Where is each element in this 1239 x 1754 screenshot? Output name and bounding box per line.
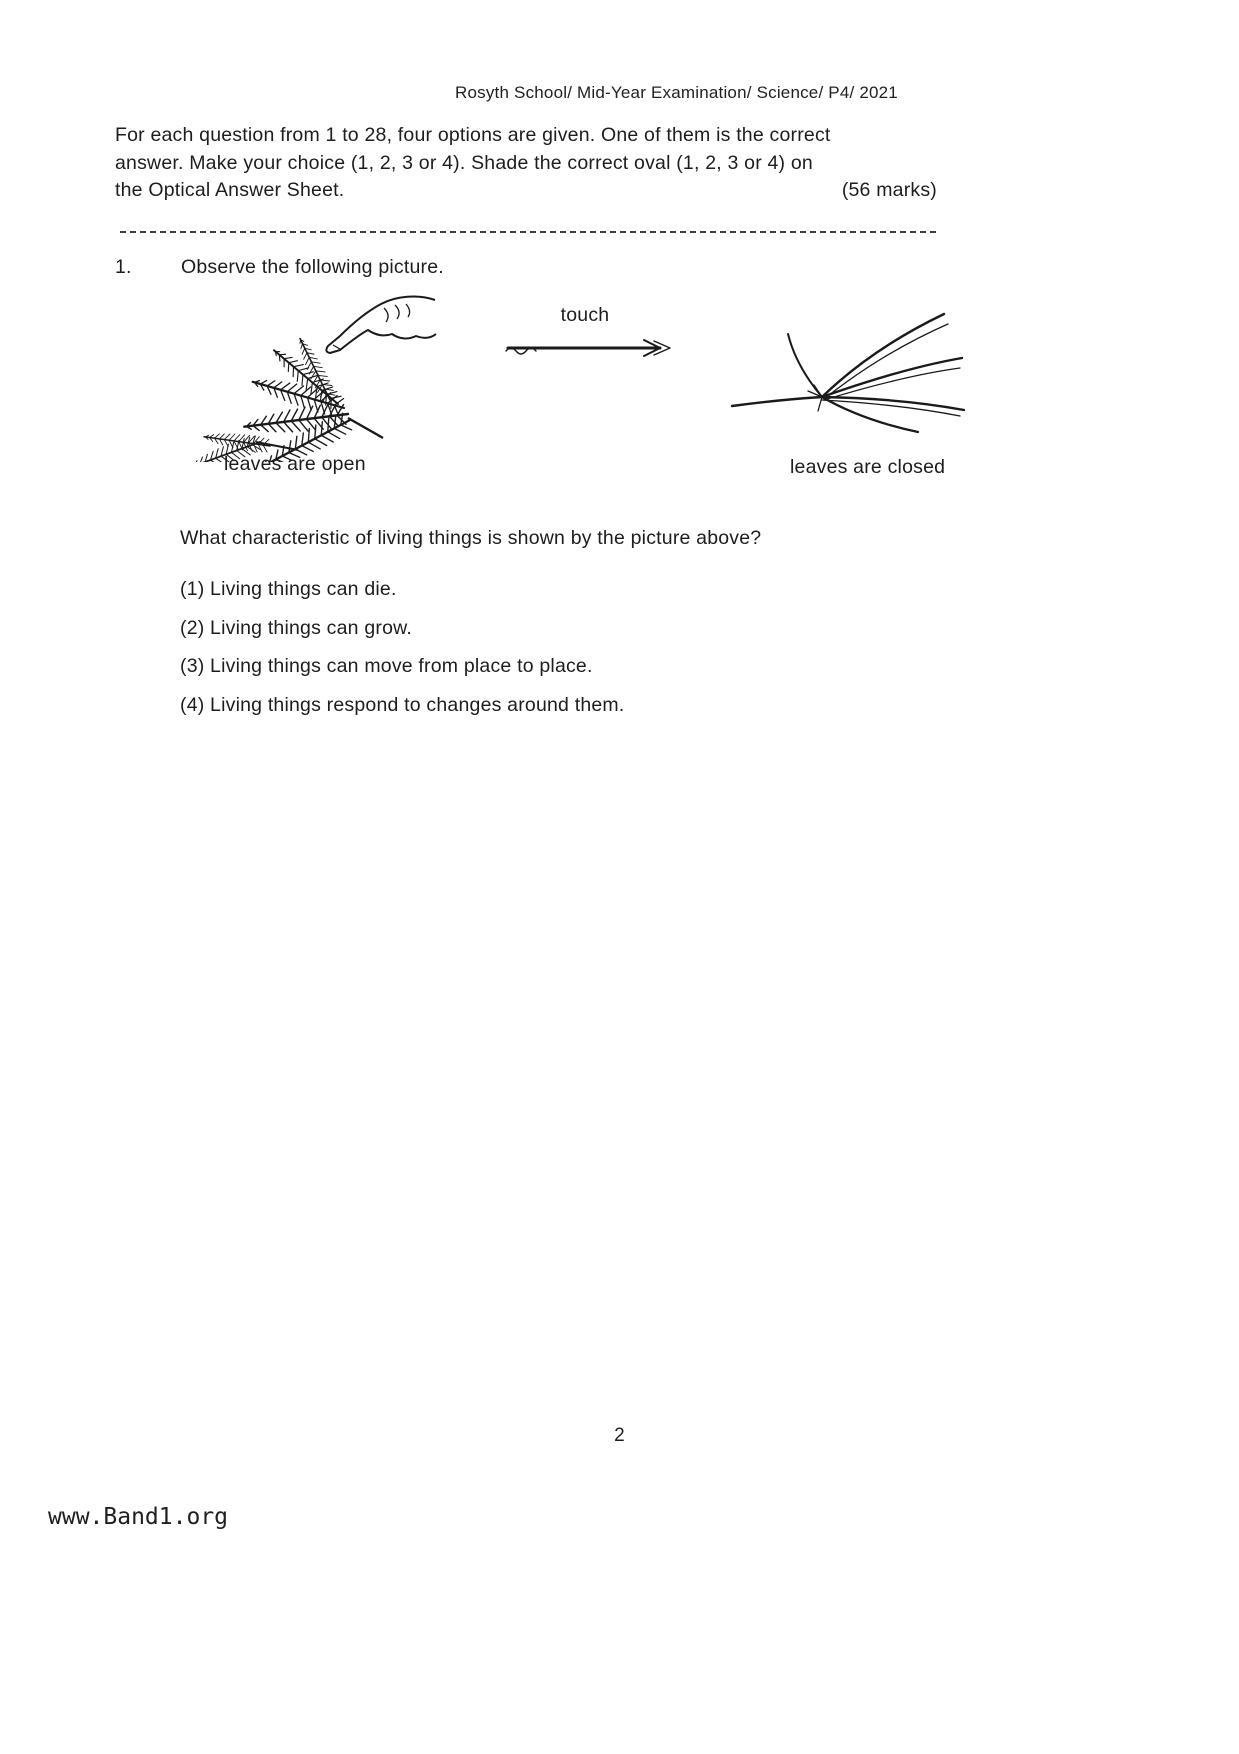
page-number: 2	[614, 1425, 625, 1446]
plant-open-illustration	[138, 290, 438, 462]
pointing-hand-icon	[326, 297, 436, 353]
option-3: (3) Living things can move from place to place.	[180, 655, 593, 677]
instructions-block	[115, 122, 937, 205]
option-1: (1) Living things can die.	[180, 578, 397, 600]
watermark: www.Band1.org	[48, 1504, 229, 1530]
marks-label: (56 marks)	[841, 179, 937, 201]
instructions-line-3: the Optical Answer Sheet.	[115, 179, 345, 201]
caption-leaves-closed: leaves are closed	[790, 456, 946, 478]
option-2: (2) Living things can grow.	[180, 617, 412, 639]
instructions-line-1: For each question from 1 to 28, four options are given. One of them is the correct	[115, 124, 831, 146]
exam-header: Rosyth School/ Mid-Year Examination/ Science/ P4/ 2021	[455, 83, 898, 102]
plant-closed-illustration	[728, 300, 972, 448]
touch-arrow-icon	[502, 332, 674, 364]
question-number: 1.	[115, 256, 132, 278]
question-stem: What characteristic of living things is shown by the picture above?	[180, 527, 762, 549]
question-prompt: Observe the following picture.	[181, 256, 444, 278]
question-figure	[130, 288, 1120, 473]
option-4: (4) Living things respond to changes around them.	[180, 694, 625, 716]
instructions-line-2: answer. Make your choice (1, 2, 3 or 4). Shade the correct oval (1, 2, 3 or 4) on	[115, 151, 813, 174]
touch-label: touch	[560, 304, 610, 326]
dashed-divider	[120, 231, 936, 233]
caption-leaves-open: leaves are open	[224, 453, 366, 475]
